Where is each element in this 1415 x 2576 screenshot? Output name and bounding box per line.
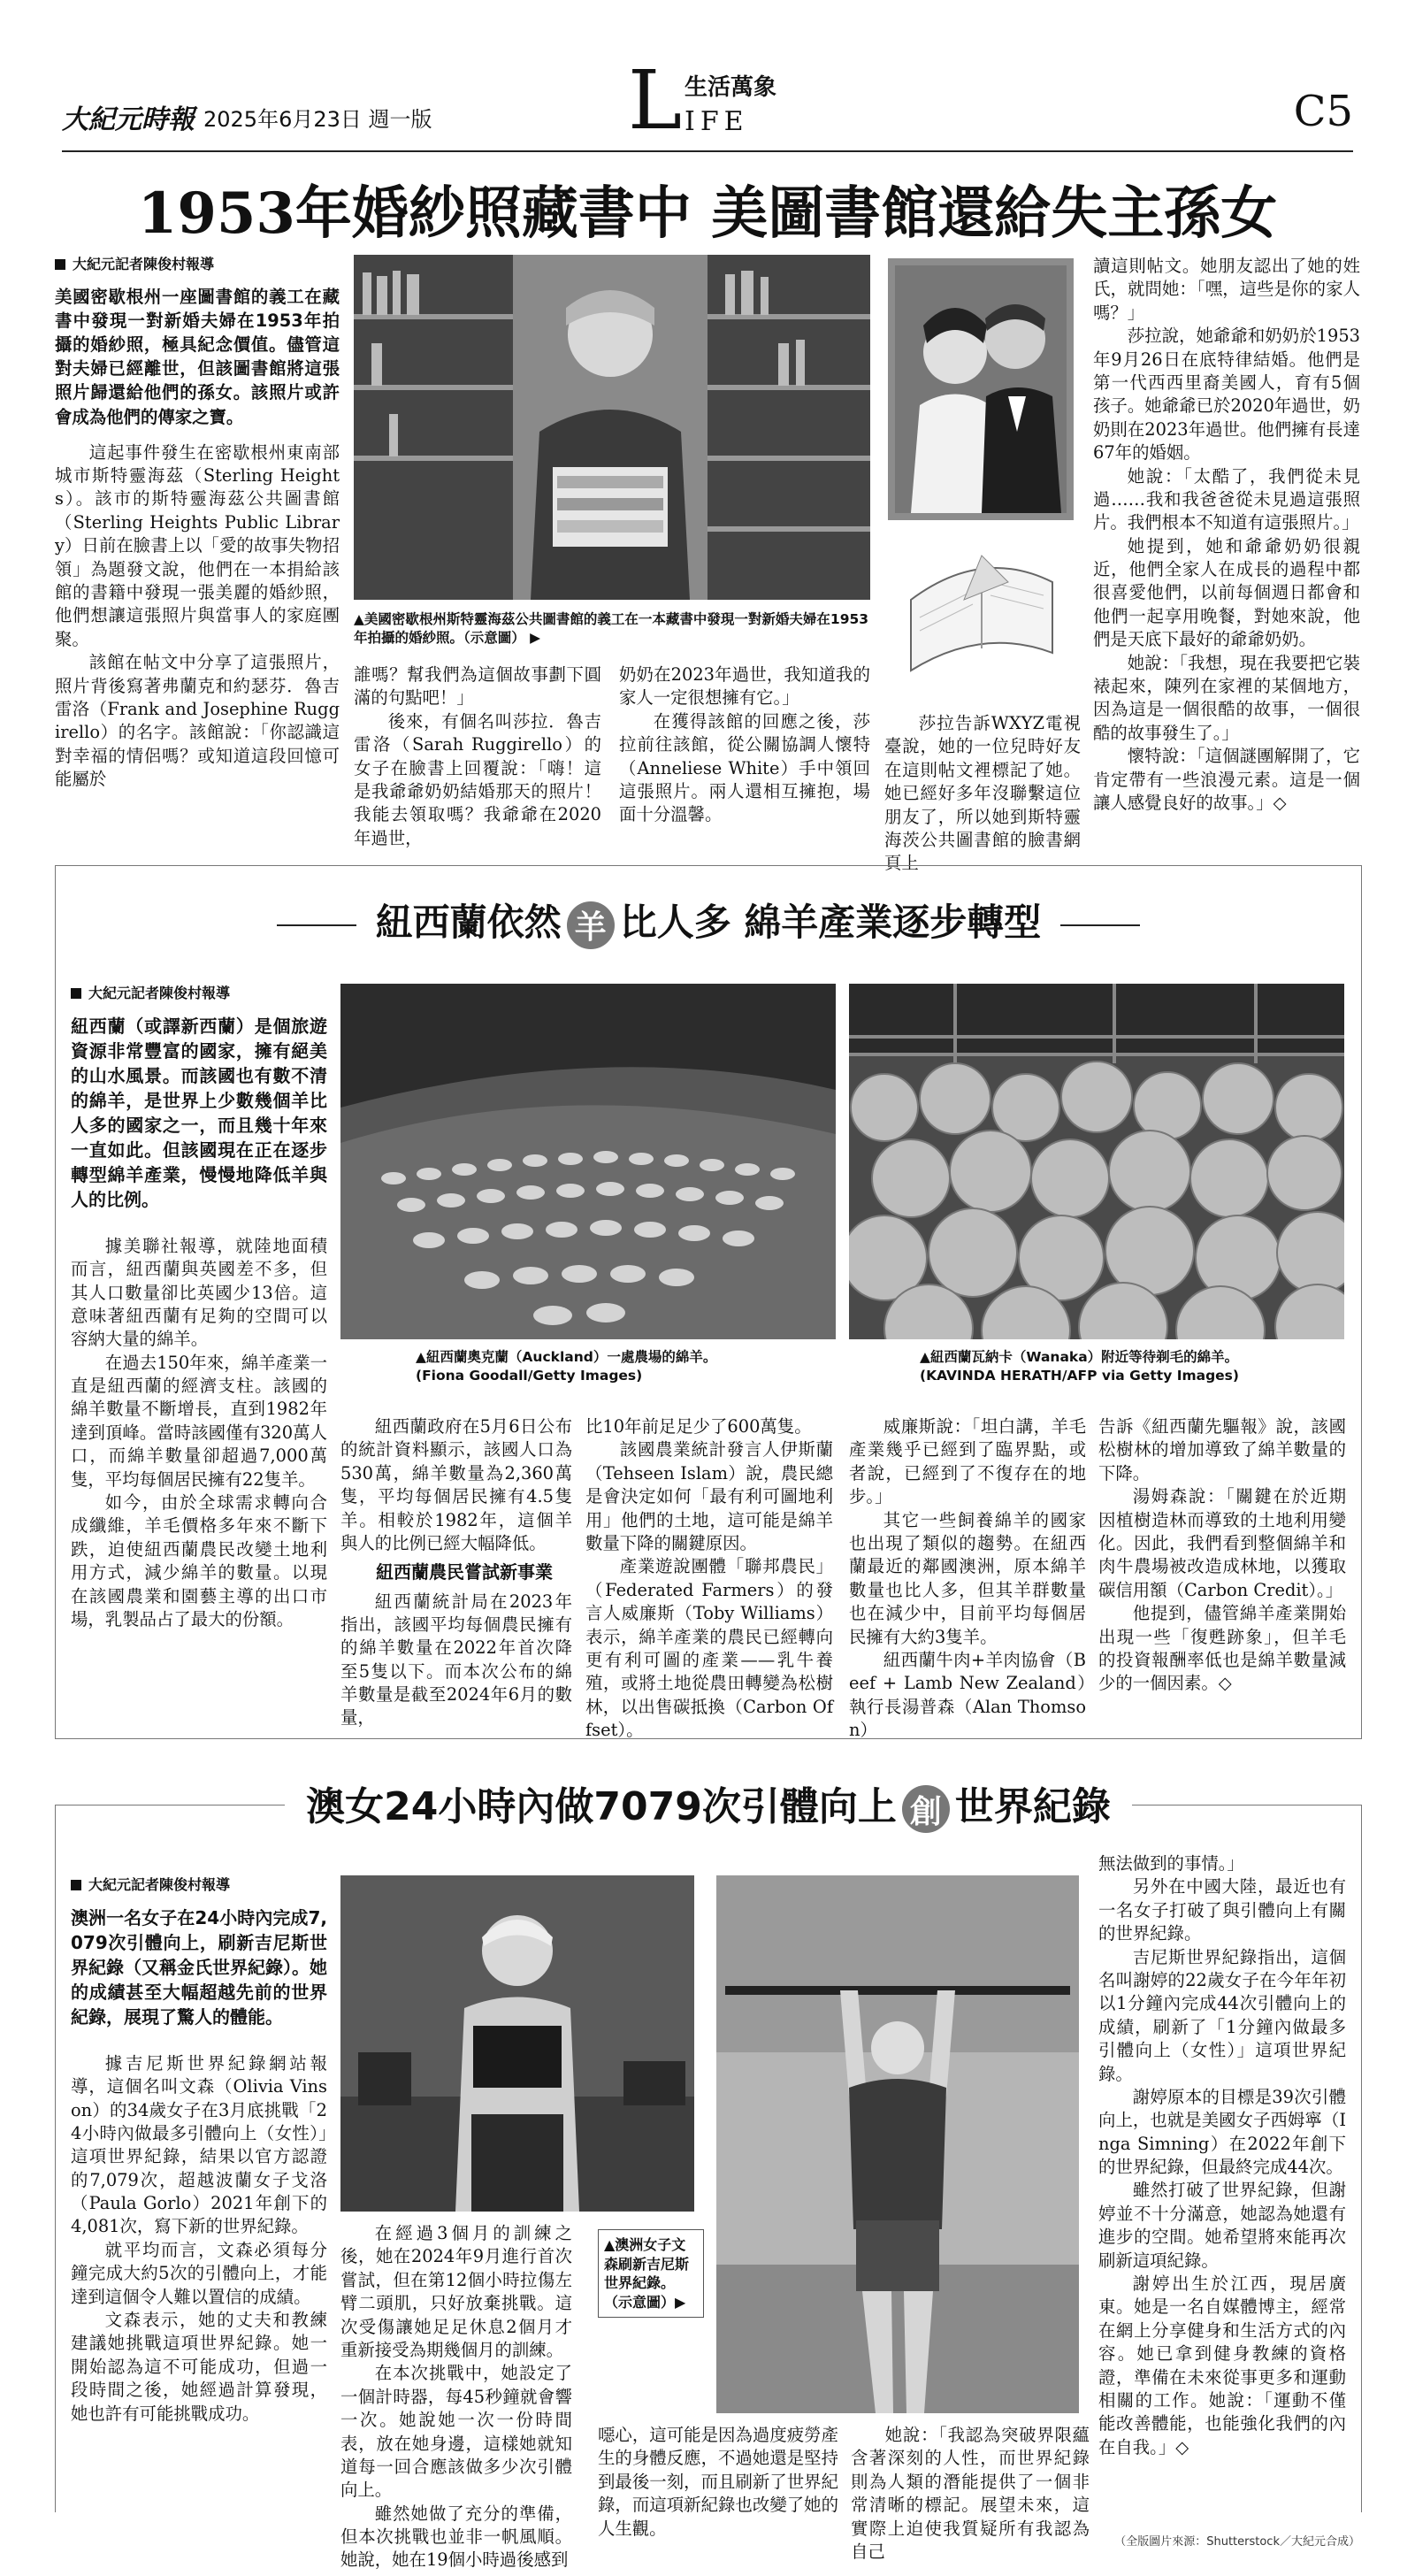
a2-c2-p2: 紐西蘭統計局在2023年指出，該國平均每個農民擁有的綿羊數量在2022年首次降至5隻以下。而本次公布的綿羊數量是截至2024年6月的數量， xyxy=(340,1591,572,1729)
athlete-portrait-illustration xyxy=(340,1875,694,2212)
a2-c4-p1: 威廉斯說：「坦白講，羊毛產業幾乎已經到了臨界點，或者說，已經到了不復存在的地步。」 xyxy=(849,1416,1086,1507)
athlete-pullup-illustration xyxy=(716,1875,1079,2413)
footer-credit: （全版圖片來源：Shutterstock／大紀元合成） xyxy=(1114,2535,1360,2549)
a1-c1-p1: 這起事件發生在密歇根州東南部城市斯特靈海茲（Sterling Heights）。該市的斯特靈海茲公共圖書館（Sterling Heights Public Library）日前在臉書上以「愛的故事失物招領」為題發文說，他們在一本捐給該館的書籍中發現一張美麗的婚紗照，他們想讓這張照片與當事人的家庭團聚。 xyxy=(55,441,340,649)
a2-c4-p2: 其它一些飼養綿羊的國家也出現了類似的趨勢。在紐西蘭最近的鄰國澳洲，原本綿羊數量也比人多，但其羊群數量也在減少中，目前平均每個居民擁有大約3隻羊。 xyxy=(849,1509,1086,1647)
a2-caption-1: ▲紐西蘭奧克蘭（Auckland）一處農場的綿羊。 (Fiona Goodall/Getty Images) xyxy=(416,1349,717,1384)
a3-c1-p2: 就平均而言，文森必須每分鐘完成大約5次的引體向上，才能達到這個令人難以置信的成績。 xyxy=(71,2239,327,2307)
section-letter-l: L xyxy=(628,53,683,148)
a1-c2-p1: 誰嗎？幫我們為這個故事劃下圓滿的句點吧！」 xyxy=(354,664,601,709)
section-logo xyxy=(628,53,805,148)
a2-c1-p3: 如今，由於全球需求轉向合成纖維，羊毛價格多年來不斷下跌，迫使紐西蘭農民改變土地利用方式，減少綿羊的數量。以現在該國農業和園藝主導的出口市場，乳製品占了最大的份額。 xyxy=(71,1492,327,1629)
a3-col4 xyxy=(851,2424,1090,2564)
a3-col5 xyxy=(1098,1852,1346,2459)
a3-c2-p3: 雖然她做了充分的準備，但本次挑戰也並非一帆風順。她說，她在19個小時過後感到 xyxy=(340,2503,572,2571)
a1-c5-p6: 懷特說：「這個謎團解開了，它肯定帶有一些浪漫元素。這是一個讓人感覺良好的故事。」◇ xyxy=(1093,746,1360,813)
a2-col1 xyxy=(71,984,327,1631)
a1-lead: 美國密歇根州一座圖書館的義工在藏書中發現一對新婚夫婦在1953年拍攝的婚紗照，極具紀念價值。儘管這對夫婦已經離世，但該圖書館將這張照片歸還給他們的孫女。該照片或許會成為他們的傳家之寶。 xyxy=(55,286,340,427)
a1-col3 xyxy=(619,663,870,827)
masthead xyxy=(62,53,1353,148)
a1-col2 xyxy=(354,663,601,850)
a1-c2-p2: 後來，有個名叫莎拉．魯吉雷洛（Sarah Ruggirello）的女子在臉書上回覆說：「嗨！這是我爺爺奶奶結婚那天的照片！我能去領取嗎？我爺爺在2020年過世， xyxy=(354,710,601,848)
a2-col3 xyxy=(585,1415,833,1742)
a1-c5-p3: 她說：「太酷了，我們從未見過……我和我爸爸從未見過這張照片。我們根本不知道有這張照片。」 xyxy=(1093,465,1360,533)
a3-c2-p2: 在本次挑戰中，她設定了一個計時器，每45秒鐘就會響一次。她說她一次一份時間表，放在她身邊，這樣她就知道每一回合應該做多少次引體向上。 xyxy=(340,2363,572,2501)
a1-caption: ▲美國密歇根州斯特靈海茲公共圖書館的義工在一本藏書中發現一對新婚夫婦在1953年拍攝的婚紗照。（示意圖） ▶ xyxy=(354,611,869,646)
librarian-illustration xyxy=(354,255,870,600)
a1-c3-p2: 在獲得該館的回應之後，莎拉前往該館，從公關協調人懷特（Anneliese White）手中領回這張照片。兩人還相互擁抱，場面十分溫馨。 xyxy=(619,710,870,825)
a1-wedding-photo xyxy=(884,255,1077,710)
a3-c5-p4: 謝婷原本的目標是39次引體向上，也就是美國女子西姆寧（Inga Simning）在2022年創下的世界紀錄，但最終完成44次。 xyxy=(1098,2086,1346,2178)
a2-col2 xyxy=(340,1415,572,1730)
a3-c3-p1: 噁心，這可能是因為過度疲勞產生的身體反應，不過她還是堅持到最後一刻，而且刷新了世界紀錄，而這項新紀錄也改變了她的人生觀。 xyxy=(598,2425,838,2539)
a1-col4 xyxy=(884,712,1081,876)
a1-librarian-photo xyxy=(354,255,870,600)
a1-c5-p4: 她提到，她和爺爺奶奶很親近，他們全家人在成長的過程中都很喜愛他們，以前每個週日都會和他們一起享用晚餐，對她來說，他們是天底下最好的爺爺奶奶。 xyxy=(1093,535,1360,650)
a1-c1-p2: 該館在帖文中分享了這張照片，照片背後寫著弗蘭克和約瑟芬．魯吉雷洛（Frank and Josephine Ruggirello）的名字。該館說：「你認識這對幸福的情侶嗎？或知道這段回憶可能屬於 xyxy=(55,652,340,790)
a3-c4-p1: 她說：「我認為突破界限蘊含著深刻的人性，而世界紀錄則為人類的潛能提供了一個非常清晰的標記。展望未來，這實際上迫使我質疑所有我認為自己 xyxy=(851,2425,1090,2562)
a2-rule-left xyxy=(277,924,356,926)
a3-col3 xyxy=(598,2424,838,2541)
section-en: IFE xyxy=(685,106,749,137)
a2-rule-right xyxy=(1060,924,1140,926)
a3-c1-p1: 據吉尼斯世界紀錄網站報導，這個名叫文森（Olivia Vinson）的34歲女子在3月底挑戰「24小時內做最多引體向上（女性）」這項世界紀錄，結果以官方認證的7,079次，超越波蘭女子戈洛（Paula Gorlo）2021年創下的4,081次，寫下新的世界紀錄。 xyxy=(71,2052,327,2237)
a3-byline: 大紀元記者陳俊村報導 xyxy=(71,1875,327,1895)
a3-athlete-photo-2 xyxy=(716,1875,1079,2413)
masthead-divider xyxy=(62,150,1353,152)
wanaka-sheep-illustration xyxy=(849,984,1344,1339)
a2-c1-p2: 在過去150年來，綿羊產業一直是紐西蘭的經濟支柱。該國的綿羊數量不斷增長，直到1982年達到頂峰。當時該國僅有320萬人口，而綿羊數量卻超過7,000萬隻，平均每個居民擁有22隻羊。 xyxy=(71,1352,327,1490)
a2-caption-2: ▲紐西蘭瓦納卡（Wanaka）附近等待剃毛的綿羊。 (KAVINDA HERATH/AFP via Getty Images) xyxy=(920,1349,1239,1384)
page-number: C5 xyxy=(1293,87,1353,136)
a1-headline: 1953年婚紗照藏書中 美圖書館還給失主孫女 xyxy=(137,180,1278,247)
a3-col2 xyxy=(340,2222,572,2572)
a1-c4-p1: 莎拉告訴WXYZ電視臺說，她的一位兒時好友在這則帖文裡標記了她。她已經好多年沒聯繫這位朋友了，所以她到斯特靈海茨公共圖書館的臉書網頁上 xyxy=(884,713,1081,874)
a2-c4-p3: 紐西蘭牛肉+羊肉協會（Beef + Lamb New Zealand）執行長湯普森（Alan Thomson） xyxy=(849,1649,1086,1741)
a1-c5-p5: 她說：「我想，現在我要把它裝裱起來，陳列在家裡的某個地方，因為這是一個很酷的故事，一個很酷的故事發生了。」 xyxy=(1093,652,1360,743)
section-cn: 生活萬象 xyxy=(685,74,777,101)
a2-c2-p1: 紐西蘭政府在5月6日公布的統計資料顯示，該國人口為530萬，綿羊數量為2,360萬隻，平均每個居民擁有4.5隻羊。相較於1982年，這個羊與人的比例已經大幅降低。 xyxy=(340,1416,572,1553)
wedding-illustration xyxy=(884,255,1077,710)
a3-col1 xyxy=(71,1875,327,2426)
a3-c5-p2: 另外在中國大陸，最近也有一名女子打破了與引體向上有關的世界紀錄。 xyxy=(1098,1876,1346,1944)
a3-headline: 澳女24小時內做7079次引體向上 創 世界紀錄 xyxy=(55,1775,1362,1833)
a2-col5 xyxy=(1098,1415,1346,1696)
a1-byline: 大紀元記者陳俊村報導 xyxy=(55,255,340,274)
a2-c5-p3: 他提到，儘管綿羊產業開始出現一些「復甦跡象」，但羊毛的投資報酬率低也是綿羊數量減少的一個因素。◇ xyxy=(1098,1603,1346,1694)
a3-athlete-photo-1 xyxy=(340,1875,694,2212)
a2-photo-auckland xyxy=(340,984,836,1339)
a3-c5-p1: 無法做到的事情。」 xyxy=(1098,1853,1244,1874)
a2-col4 xyxy=(849,1415,1086,1742)
auckland-sheep-illustration xyxy=(340,984,836,1339)
issue-date: 2025年6月23日 週一版 xyxy=(203,107,432,132)
a3-c5-p5: 雖然打破了世界紀錄，但謝婷並不十分滿意，她認為她還有進步的空間。她希望將來能再次刷新這項紀錄。 xyxy=(1098,2180,1346,2271)
a1-c5-p1: 讀這則帖文。她朋友認出了她的姓氏，就問她：「嘿，這些是你的家人嗎？」 xyxy=(1093,256,1360,323)
a1-col1 xyxy=(55,255,340,792)
a3-headline-circle: 創 xyxy=(902,1785,950,1833)
a2-c3-p1: 比10年前足足少了600萬隻。 xyxy=(585,1416,812,1437)
a2-c5-p2: 湯姆森說：「關鍵在於近期因植樹造林而導致的土地利用變化。因此，我們看到整個綿羊和肉牛農場被改造成林地，以獲取碳信用額（Carbon Credit）。」 xyxy=(1098,1486,1346,1600)
a2-headline: 紐西蘭依然 羊 比人多 綿羊產業逐步轉型 xyxy=(55,893,1362,949)
a3-c5-p6: 謝婷出生於江西，現居廣東。她是一名自媒體博主，經常在網上分享健身和生活方式的內容。她已拿到健身教練的資格證，準備在未來從事更多和運動相關的工作。她說：「運動不僅能改善體能，也能強化我們的內在自我。」◇ xyxy=(1098,2273,1346,2457)
a3-c2-p1: 在經過3個月的訓練之後，她在2024年9月進行首次嘗試，但在第12個小時拉傷左臂二頭肌，只好放棄挑戰。這次受傷讓她足足休息2個月才重新接受為期幾個月的訓練。 xyxy=(340,2223,572,2360)
a3-caption: ▲澳洲女子文森刷新吉尼斯世界紀錄。 （示意圖）▶ xyxy=(598,2229,704,2318)
a1-c5-p2: 莎拉說，她爺爺和奶奶於1953年9月26日在底特律結婚。他們是第一代西西里裔美國人，育有5個孩子。她爺爺已於2020年過世，奶奶則在2023年過世。他們擁有長達67年的婚姻。 xyxy=(1093,326,1360,464)
a1-col5 xyxy=(1093,255,1360,815)
a2-byline: 大紀元記者陳俊村報導 xyxy=(71,984,327,1003)
a2-photo-wanaka xyxy=(849,984,1344,1339)
a2-headline-circle: 羊 xyxy=(567,901,615,949)
a3-c5-p3: 吉尼斯世界紀錄指出，這個名叫謝婷的22歲女子在今年年初以1分鐘內完成44次引體向上的成績，刷新了「1分鐘內做最多引體向上（女性）」這項世界紀錄。 xyxy=(1098,1946,1346,2084)
a1-c3-p1: 奶奶在2023年過世，我知道我的家人一定很想擁有它。」 xyxy=(619,664,870,709)
a2-c3-p3: 產業遊說團體「聯邦農民」（Federated Farmers）的發言人威廉斯（Toby Williams）表示，綿羊產業的農民已經轉向更有利可圖的產業——乳牛養殖，或將土地從農田轉變為松樹林，以出售碳抵換（Carbon Offset）。 xyxy=(585,1556,833,1741)
a3-lead: 澳洲一名女子在24小時內完成7,079次引體向上，刷新吉尼斯世界紀錄（又稱金氏世界紀錄）。她的成績甚至大幅超越先前的世界紀錄，展現了驚人的體能。 xyxy=(71,1906,327,2028)
a2-c1-p1: 據美聯社報導，就陸地面積而言，紐西蘭與英國差不多，但其人口數量卻比英國少13倍。這意味著紐西蘭有足夠的空間可以容納大量的綿羊。 xyxy=(71,1235,327,1350)
paper-logo: 大紀元時報 xyxy=(62,104,195,135)
a2-lead: 紐西蘭（或譯新西蘭）是個旅遊資源非常豐富的國家，擁有絕美的山水風景。而該國也有數不清的綿羊，是世界上少數幾個羊比人多的國家之一，而且幾十年來一直如此。但該國現在正在逐步轉型綿羊產業，慢慢地降低羊與人的比例。 xyxy=(71,1015,327,1210)
a2-c3-p2: 該國農業統計發言人伊斯蘭（Tehseen Islam）說，農民總是會決定如何「最有利可圖地利用」他們的土地，這可能是綿羊數量下降的關鍵原因。 xyxy=(585,1439,833,1553)
a3-c1-p3: 文森表示，她的丈夫和教練建議她挑戰這項世界紀錄。她一開始認為這不可能成功，但過一段時間之後，她經過計算發現，她也許有可能挑戰成功。 xyxy=(71,2310,327,2424)
a2-c5-p1: 告訴《紐西蘭先驅報》說，該國松樹林的增加導致了綿羊數量的下降。 xyxy=(1098,1416,1346,1484)
a2-subhead: 紐西蘭農民嘗試新事業 xyxy=(376,1561,553,1583)
